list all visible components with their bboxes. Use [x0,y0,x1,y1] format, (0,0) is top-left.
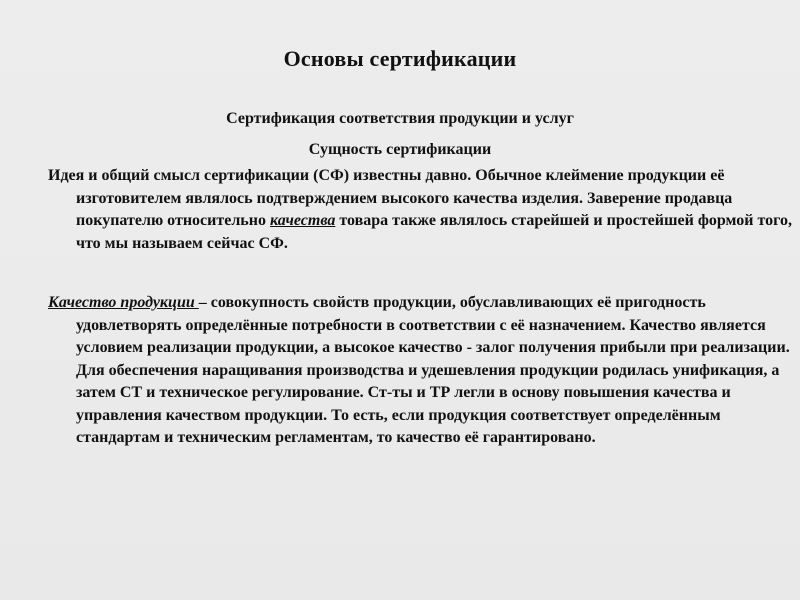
paragraph-text: товара также являлось старейшей и простейшей формой того, что мы называем сейчас СФ. [76,212,792,252]
quality-link[interactable]: качества [269,212,336,229]
slide-title: Основы сертификации [283,46,517,71]
topic-subtitle: Сущность сертификации [308,141,492,158]
section-subtitle: Сертификация соответствия продукции и услуг [226,110,574,127]
paragraph-text: Идея и общий смысл сертификации (СФ) известны давно. Обычное клеймение продукции её изготовителем являлось подтверждением высокого качества изделия. Заверение продавца покупателю относительно [48,167,733,229]
paragraph-product-quality [48,292,796,450]
paragraph-certification-idea [48,165,796,255]
product-quality-link[interactable]: Качество продукции [48,294,199,311]
paragraph-text: – совокупность свойств продукции, обуславливающих её пригодность удовлетворять определённые потребности в соответствии с её назначением. Качество является условием реализации продукции, а высокое качество - залог получения прибыли при реализации. Для обеспечения наращивания производства и удешевления продукции родилась унификация, а затем СТ и техническое регулирование. Ст-ты и ТР легли в основу повышения качества и управления качеством продукции. То есть, если продукция соответствует определённым стандартам и техническим регламентам, то качество её гарантировано. [76,294,790,446]
